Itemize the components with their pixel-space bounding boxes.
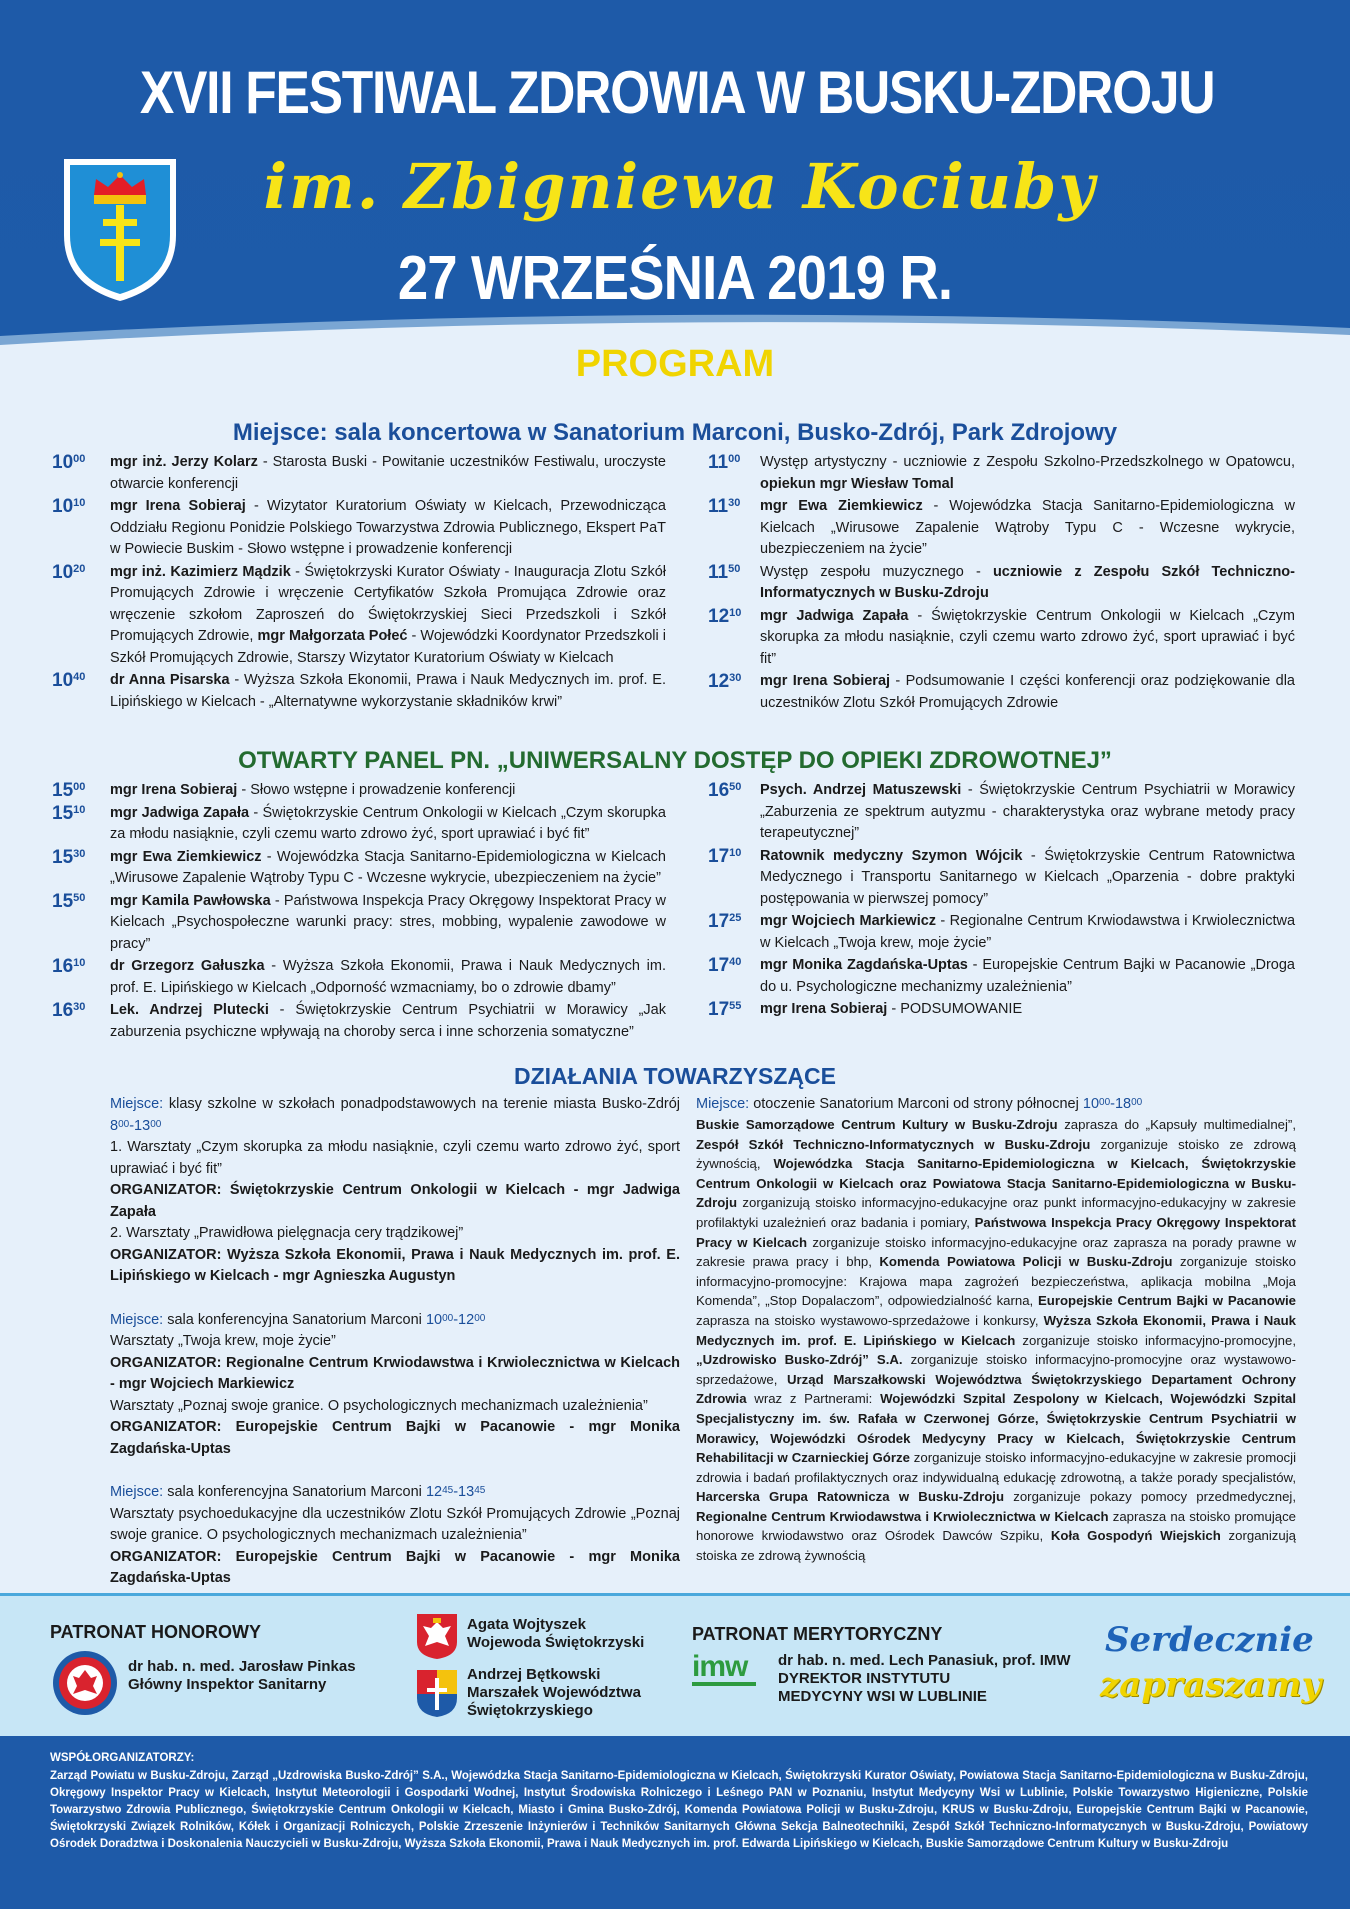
agenda-item: $16^{50}$ Psych. Andrzej Matuszewski - Świętokrzyskie Centrum Psychiatrii w Morawicy „Zaburzenia ze spektrum autyzmu - charakterystyka oraz wybrane metody pracy terapeutycznej”	[708, 780, 1295, 841]
agenda-item: $11^{30}$ mgr Ewa Ziemkiewicz - Wojewódzka Stacja Sanitarno-Epidemiologiczna w Kielcach „Wirusowe Zapalenie Wątroby Typu C - Wczesne wykrycie, ubezpieczeniem na życie”	[708, 496, 1295, 557]
side-activity-b: Miejsce: sala konferencyjna Sanatorium Marconi $10^{00}-12^{00}$ Warsztaty „Twoja krew, moje życie” ORGANIZATOR: Regionalne Centrum Krwiodawstwa i Krwiolecznictwa w Kielcach - mgr Wojciech Markiewicz Warsztaty „Poznaj swoje granice. O psychologicznych mechanizmach uzależnienia” ORGANIZATOR: Europejskie Centrum Bajki w Pacanowie - mgr Monika Zagdańska-Uptas	[110, 1311, 680, 1457]
agenda-item: $16^{30}$ Lek. Andrzej Plutecki - Świętokrzyskie Centrum Psychiatrii w Morawicy „Jak zaburzenia psychiczne wpływają na choroby serca i inne schorzenia somatyczne”	[52, 1000, 666, 1040]
agenda-time: $11^{00}$	[708, 452, 741, 473]
agenda-item: $10^{10}$ mgr Irena Sobieraj - Wizytator Kuratorium Oświaty w Kielcach, Przewodnicząca Oddziału Regionu Ponidzie Polskiego Towarzystwa Zdrowia Publicznego, Ekspert PaT w Powiecie Buskim - Słowo wstępne i prowadzenie konferencji	[52, 496, 666, 557]
agenda-time: $16^{30}$	[52, 1000, 86, 1021]
session1-right-column	[708, 452, 1295, 715]
sanitary-inspection-logo-icon	[52, 1650, 118, 1716]
agenda-time: $15^{10}$	[52, 802, 86, 824]
honorary-patron-name: dr hab. n. med. Jarosław Pinkas Główny Inspektor Sanitarny	[128, 1658, 356, 1693]
agenda-time: $12^{30}$	[708, 671, 742, 692]
agenda-time: $16^{50}$	[708, 780, 742, 801]
side-activities-title: DZIAŁANIA TOWARZYSZĄCE	[514, 1063, 836, 1089]
header	[0, 0, 1350, 385]
agenda-item: $17^{40}$ mgr Monika Zagdańska-Uptas - Europejskie Centrum Bajki w Pacanowie „Droga do u. Psychologiczne mechanizmy uzależnienia”	[708, 955, 1295, 995]
agenda-item: $11^{00}$ Występ artystyczny - uczniowie z Zespołu Szkolno-Przedszkolnego w Opatowcu, opiekun mgr Wiesław Tomal	[708, 452, 1295, 492]
welcome-text-line1: Serdecznie	[1105, 1620, 1314, 1660]
agenda-time: $12^{10}$	[708, 605, 742, 627]
agenda-time: $16^{10}$	[52, 956, 86, 977]
busko-coat-of-arms-icon	[60, 155, 180, 305]
swietokrzyskie-coat-of-arms-icon	[415, 1668, 459, 1718]
imw-logo-icon: imw	[692, 1650, 762, 1710]
agenda-time: $11^{50}$	[708, 561, 741, 583]
agenda-time: $17^{25}$	[708, 911, 742, 932]
agenda-time: $15^{30}$	[52, 846, 86, 868]
agenda-item: $17^{25}$ mgr Wojciech Markiewicz - Regionalne Centrum Krwiodawstwa i Krwiolecznictwa w Kielcach „Twoja krew, moje życie”	[708, 911, 1296, 951]
agenda-time: $17^{55}$	[708, 999, 742, 1020]
substantive-patronage-title: PATRONAT MERYTORYCZNY	[692, 1624, 943, 1644]
agenda-item: $10^{00}$ mgr inż. Jerzy Kolarz - Starosta Buski - Powitanie uczestników Festiwalu, uroczyste otwarcie konferencji	[52, 452, 666, 492]
agenda-item: $12^{30}$ mgr Irena Sobieraj - Podsumowanie I części konferencji oraz podziękowanie dla uczestników Zlotu Szkół Promujących Zdrowie	[708, 671, 1295, 711]
panel-right-column	[708, 780, 1295, 1022]
side-activity-a: Miejsce: klasy szkolne w szkołach ponadpodstawowych na terenie miasta Busko-Zdrój $8^{00}-13^{00}$ 1. Warsztaty „Czym skorupka za młodu nasiąknie, czyli czemu warto zdrowo żyć, sport uprawiać i być fit” ORGANIZATOR: Świętokrzyskie Centrum Onkologii w Kielcach - mgr Jadwiga Zapała 2. Warsztaty „Prawidłowa pielęgnacja cery trądzikowej” ORGANIZATOR: Wyższa Szkoła Ekonomii, Prawa i Nauk Medycznych im. prof. E. Lipińskiego w Kielcach - mgr Agnieszka Augustyn	[110, 1096, 680, 1284]
side-right-text: Buskie Samorządowe Centrum Kultury w Busku-Zdroju zaprasza do „Kapsuły multimedialnej”, Zespół Szkół Techniczno-Informatycznych w Busku-Zdroju zorganizuje stoisko ze zdrową żywnością, Wojewódzka Stacja Sanitarno-Epidemiologiczna w Kielcach, Świętokrzyskie Centrum Onkologii w Kielcach oraz Powiatowa Stacja Sanitarno-Epidemiologiczna w Busku-Zdroju zorganizują stoisko informacyjno-edukacyjne oraz punkt informacyjno-edukacyjny w zakresie profilaktyki uzależnień oraz badania i pomiary, Państwowa Inspekcja Pracy Okręgowy Inspektorat Pracy w Kielcach zorganizuje stoisko informacyjno-edukacyjne oraz zaprasza na porady prawne w zakresie prawa pracy i bhp, Komenda Powiatowa Policji w Busku-Zdroju zorganizuje stoisko informacyjno-promocyjne: Krajowa mapa zagrożeń bezpieczeństwa, aplikacja mobilna „Moja Komenda”, „Stop Dopalaczom”, odpowiedzialność karna, Europejskie Centrum Bajki w Pacanowie zaprasza na stoisko wystawowo-sprzedażowe i konkursy, Wyższa Szkoła Ekonomii, Prawa i Nauk Medycznych im. prof. E. Lipińskiego w Kielcach zorganizuje stoisko informacyjno-promocyjne, „Uzdrowisko Busko-Zdrój” S.A. zorganizuje stoisko informacyjno-promocyjne oraz wystawowo-sprzedażowe, Urząd Marszałkowski Województwa Świętokrzyskiego Departament Ochrony Zdrowia wraz z Partnerami: Wojewódzki Szpital Zespolony w Kielcach, Wojewódzki Szpital Specjalistyczny im. św. Rafała w Czerwonej Górze, Świętokrzyskie Centrum Psychiatrii w Morawicy, Wojewódzki Ośrodek Medycyny Pracy w Kielcach, Świętokrzyskie Centrum Rehabilitacji w Czarnieckiej Górze zorganizuje stoisko informacyjno-edukacyjne w zakresie promocji zdrowia i badań profilaktycznych oraz indywidualną edukację zdrowotną, a także porady specjalistów, Harcerska Grupa Ratownicza w Busku-Zdroju zorganizuje pokazy pomocy przedmedycznej, Regionalne Centrum Krwiodawstwa i Krwiolecznictwa w Kielcach zaprasza na stoisko promujące honorowe krwiodawstwo oraz Ośrodek Dawców Szpiku, Koła Gospodyń Wiejskich zorganizują stoiska ze zdrową żywnością	[696, 1117, 1297, 1564]
agenda-item: $11^{50}$ Występ zespołu muzycznego - uczniowie z Zespołu Szkół Techniczno-Informatycznych w Busku-Zdroju	[708, 561, 1295, 601]
side-right-column: Miejsce: otoczenie Sanatorium Marconi od strony północnej $10^{00}-18^{00}$ Buskie Samorządowe Centrum Kultury w Busku-Zdroju zaprasza do „Kapsuły multimedialnej”, Zespół Szkół Techniczno-Informatycznych w Busku-Zdroju zorganizuje stoisko ze zdrową żywnością, Wojewódzka Stacja Sanitarno-Epidemiologiczna w Kielcach, Świętokrzyskie Centrum Onkologii w Kielcach oraz Powiatowa Stacja Sanitarno-Epidemiologiczna w Busku-Zdroju zorganizują stoisko informacyjno-edukacyjne oraz punkt informacyjno-edukacyjny w zakresie profilaktyki uzależnień oraz badania i pomiary, Państwowa Inspekcja Pracy Okręgowy Inspektorat Pracy w Kielcach zorganizuje stoisko informacyjno-edukacyjne oraz zaprasza na porady prawne w zakresie prawa pracy i bhp, Komenda Powiatowa Policji w Busku-Zdroju zorganizuje stoisko informacyjno-promocyjne: Krajowa mapa zagrożeń bezpieczeństwa, aplikacja mobilna „Moja Komenda”, „Stop Dopalaczom”, odpowiedzialność karna, Europejskie Centrum Bajki w Pacanowie zaprasza na stoisko wystawowo-sprzedażowe i konkursy, Wyższa Szkoła Ekonomii, Prawa i Nauk Medycznych im. prof. E. Lipińskiego w Kielcach zorganizuje stoisko informacyjno-promocyjne, „Uzdrowisko Busko-Zdrój” S.A. zorganizuje stoisko informacyjno-promocyjne oraz wystawowo-sprzedażowe, Urząd Marszałkowski Województwa Świętokrzyskiego Departament Ochrony Zdrowia wraz z Partnerami: Wojewódzki Szpital Zespolony w Kielcach, Wojewódzki Szpital Specjalistyczny im. św. Rafała w Czerwonej Górze, Świętokrzyskie Centrum Psychiatrii w Morawicy, Wojewódzki Ośrodek Medycyny Pracy w Kielcach, Świętokrzyskie Centrum Rehabilitacji w Czarnieckiej Górze zorganizuje stoisko informacyjno-edukacyjne w zakresie promocji zdrowia i badań profilaktycznych oraz indywidualną edukację zdrowotną, a także porady specjalistów, Harcerska Grupa Ratownicza w Busku-Zdroju zorganizuje pokazy pomocy przedmedycznej, Regionalne Centrum Krwiodawstwa i Krwiolecznictwa w Kielcach zaprasza na stoisko promujące honorowe krwiodawstwo oraz Ośrodek Dawców Szpiku, Koła Gospodyń Wiejskich zorganizują stoiska ze zdrową żywnością	[696, 1094, 1296, 1566]
polish-eagle-emblem-icon	[415, 1612, 459, 1660]
substantive-patron-name: dr hab. n. med. Lech Panasiuk, prof. IMW DYREKTOR INSTYTUTU MEDYCYNY WSI W LUBLINIE	[778, 1652, 1071, 1705]
festival-patron-name: im. Zbigniewa Kociuby	[263, 150, 1097, 223]
agenda-time: $10^{10}$	[52, 496, 86, 517]
side-left-column	[110, 1094, 680, 1590]
co-organizers-list: Zarząd Powiatu w Busku-Zdroju, Zarząd „Uzdrowiska Busko-Zdrój” S.A., Wojewódzka Stacja Sanitarno-Epidemiologiczna w Kielcach, Świętokrzyski Kurator Oświaty, Powiatowa Stacja Sanitarno-Epidemiologiczna w Busku-Zdroju, Okręgowy Inspektor Pracy w Kielcach, Instytut Meteorologii i Gospodarki Wodnej, Instytut Środowiska Rolniczego i Leśnego PAN w Poznaniu, Instytut Medycyny Wsi w Lublinie, Polskie Towarzystwo Higieniczne, Polskie Towarzystwo Zdrowia Publicznego, Świętokrzyskie Centrum Onkologii w Kielcach, Miasto i Gmina Busko-Zdrój, Komenda Powiatowa Policji w Busku-Zdroju, KRUS w Busku-Zdroju, Europejskie Centrum Bajki w Pacanowie, Świętokrzyski Związek Rolników, Kółek i Organizacji Rolniczych, Polskie Zrzeszenie Inżynierów i Techników Sanitarnych Główna Sekcja Balneotechniki, Zespół Szkół Techniczno-Informatycznych w Busku-Zdroju, Powiatowy Ośrodek Doradztwa i Doskonalenia Nauczycieli w Busku-Zdroju, Wyższa Szkoła Ekonomii, Prawa i Nauk Medycznych im. prof. Edwarda Lipińskiego w Kielcach, Buskie Samorządowe Centrum Kultury w Busku-Zdroju	[50, 1770, 1308, 1850]
session1-venue: Miejsce: sala koncertowa w Sanatorium Marconi, Busko-Zdrój, Park Zdrojowy	[232, 419, 1118, 446]
agenda-item: $15^{50}$ mgr Kamila Pawłowska - Państwowa Inspekcja Pracy Okręgowy Inspektorat Pracy w Kielcach „Psychospołeczne warunki pracy: stres, mobbing, wypalenie zawodowe w pracy”	[52, 890, 666, 952]
voivode-name: Agata Wojtyszek Wojewoda Świętokrzyski	[467, 1616, 645, 1651]
agenda-item: $17^{10}$ Ratownik medyczny Szymon Wójcik - Świętokrzyskie Centrum Ratownictwa Medycznego i Transportu Sanitarnego w Kielcach „Oparzenia - dobre praktyki postępowania w pierwszej pomocy”	[708, 845, 1295, 907]
agenda-time: $10^{40}$	[52, 670, 86, 691]
marshal-name: Andrzej Bętkowski Marszałek Województwa Świętokrzyskiego	[467, 1666, 641, 1719]
agenda-item: $15^{10}$ mgr Jadwiga Zapała - Świętokrzyskie Centrum Onkologii w Kielcach „Czym skorupka za młodu nasiąknie, czyli czemu warto zdrowo żyć, sport uprawiać i być fit”	[52, 802, 666, 842]
agenda-item: $12^{10}$ mgr Jadwiga Zapała - Świętokrzyskie Centrum Onkologii w Kielcach „Czym skorupka za młodu nasiąknie, czyli czemu warto zdrowo żyć, sport uprawiać i być fit”	[708, 605, 1295, 667]
agenda-item: $15^{00}$ mgr Irena Sobieraj - Słowo wstępne i prowadzenie konferencji	[52, 780, 516, 801]
festival-title: XVII FESTIWAL ZDROWIA W BUSKU-ZDROJU	[139, 59, 1215, 126]
session1-left-column	[52, 452, 666, 714]
agenda-time: $10^{20}$	[52, 561, 86, 583]
agenda-item: $10^{20}$ mgr inż. Kazimierz Mądzik - Świętokrzyski Kurator Oświaty - Inauguracja Zlotu Szkół Promujących Zdrowie i wręczenie Certyfikatów Szkoła Promująca Zdrowie oraz wręczenie szkołom Zaproszeń do Świętokrzyskiej Sieci Przedszkoli i Szkół Promujących Zdrowie, mgr Małgorzata Połeć - Wojewódzki Koordynator Przedszkoli i Szkół Promujących Zdrowie, Starszy Wizytator Kuratorium Oświaty w Kielcach	[52, 561, 667, 666]
agenda-time: $17^{10}$	[708, 845, 742, 867]
honorary-patronage-title: PATRONAT HONOROWY	[50, 1622, 261, 1642]
agenda-item: $17^{55}$ mgr Irena Sobieraj - PODSUMOWANIE	[708, 999, 1023, 1020]
agenda-time: $11^{30}$	[708, 496, 741, 517]
welcome-text-line2: zapraszamy	[1100, 1665, 1322, 1705]
panel-title: OTWARTY PANEL PN. „UNIWERSALNY DOSTĘP DO OPIEKI ZDROWOTNEJ”	[238, 747, 1112, 774]
agenda-item: $16^{10}$ dr Grzegorz Gałuszka - Wyższa Szkoła Ekonomii, Prawa i Nauk Medycznych im. prof. E. Lipińskiego w Kielcach „Odporność wzmacniamy, bo o zdrowie dbamy”	[52, 956, 666, 996]
festival-date: 27 WRZEŚNIA 2019 R.	[397, 244, 953, 313]
agenda-item: $10^{40}$ dr Anna Pisarska - Wyższa Szkoła Ekonomii, Prawa i Nauk Medycznych im. prof. E. Lipińskiego w Kielcach - „Alternatywne wykorzystanie składników krwi”	[52, 670, 667, 710]
agenda-time: $15^{00}$	[52, 780, 86, 801]
panel-left-column	[52, 780, 666, 1044]
agenda-time: $15^{50}$	[52, 890, 86, 912]
side-activity-c: Miejsce: sala konferencyjna Sanatorium Marconi $12^{45}-13^{45}$ Warsztaty psychoedukacyjne dla uczestników Zlotu Szkół Promujących Zdrowie „Poznaj swoje granice. O psychologicznych mechanizmach uzależnienia” ORGANIZATOR: Europejskie Centrum Bajki w Pacanowie - mgr Monika Zagdańska-Uptas	[110, 1484, 680, 1586]
co-organizers-title: WSPÓŁORGANIZATORZY:	[50, 1752, 195, 1764]
agenda-item: $15^{30}$ mgr Ewa Ziemkiewicz - Wojewódzka Stacja Sanitarno-Epidemiologiczna w Kielcach „Wirusowe Zapalenie Wątroby Typu C - Wczesne wykrycie, ubezpieczeniem na życie”	[52, 846, 666, 886]
agenda-time: $10^{00}$	[52, 452, 86, 473]
agenda-time: $17^{40}$	[708, 955, 742, 976]
program-heading: PROGRAM	[575, 343, 775, 385]
